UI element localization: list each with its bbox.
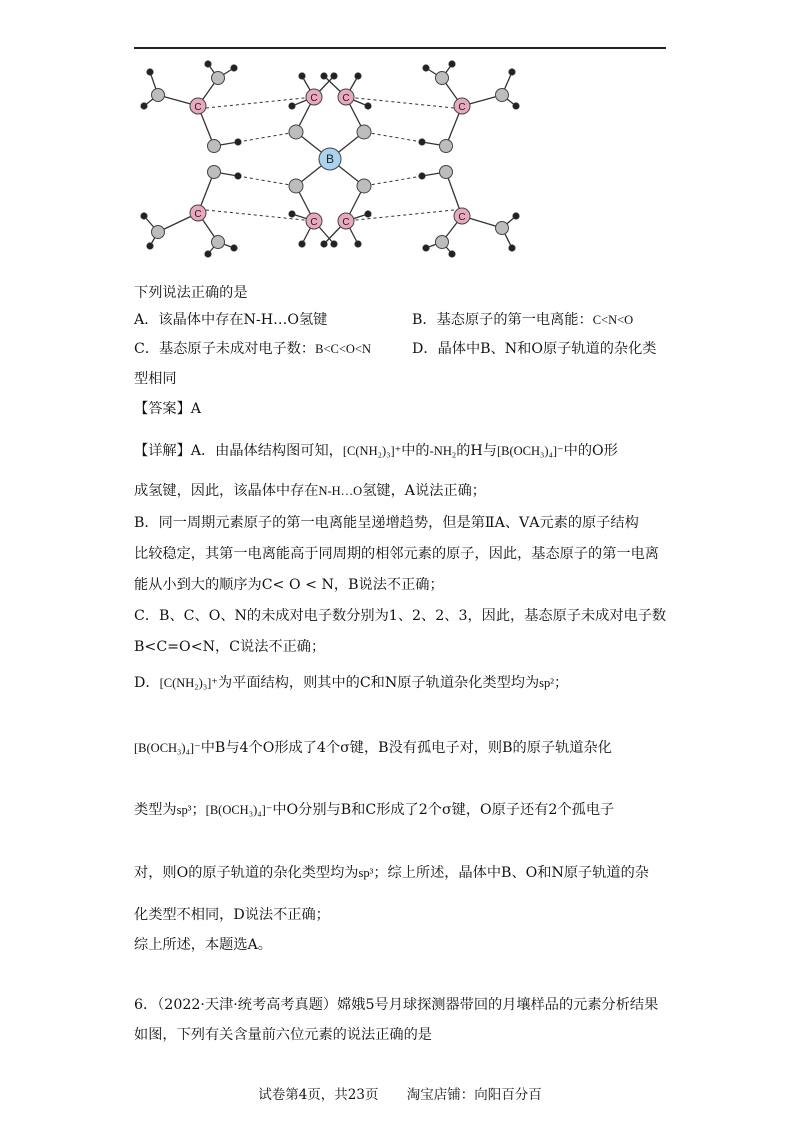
hydrogen-bond <box>346 97 454 108</box>
explanation-a-line1: 【详解】A．由晶体结构图可知，[C(NH₂)₃]⁺中的-NH₂的H与[B(OCH₃)₄]⁻中的O形 <box>134 443 618 459</box>
oxygen-atom <box>357 179 371 193</box>
explanation-b-line3: 能从小到大的顺序为C< O < N，B说法不正确； <box>134 577 444 593</box>
hydrogen-bond <box>206 97 314 108</box>
left-bottom-hydrogen-atom <box>205 251 212 258</box>
right-top-hydrogen-atom <box>419 139 426 146</box>
right-top-nitrogen-atom <box>440 140 453 153</box>
methyl-carbon-atom-label: C <box>310 217 318 228</box>
page-footer <box>0 1083 800 1103</box>
left-top-hydrogen-atom <box>141 103 148 110</box>
right-top-hydrogen-atom <box>449 61 456 68</box>
right-bottom-hydrogen-atom <box>509 245 516 252</box>
left-bottom-hydrogen-atom <box>147 243 154 250</box>
right-bottom-hydrogen-atom <box>423 245 430 252</box>
left-top-nitrogen-atom <box>212 72 225 85</box>
header-rule <box>134 47 666 49</box>
methyl-hydrogen-atom <box>299 241 306 248</box>
methyl-hydrogen-atom <box>289 103 296 110</box>
left-top-nitrogen-atom <box>208 140 221 153</box>
left-bottom-nitrogen-atom <box>212 236 225 249</box>
option-d-continued: 型相同 <box>134 371 177 387</box>
explanation-a-line2: 成氢键，因此，该晶体中存在N-H…O氢键，A说法正确； <box>134 483 486 499</box>
right-top-hydrogen-atom <box>509 69 516 76</box>
left-bottom-hydrogen-atom <box>141 213 148 220</box>
boron-atom-label: B <box>325 152 335 166</box>
hydrogen-bond <box>364 176 422 186</box>
methyl-hydrogen-atom <box>365 103 372 110</box>
methyl-hydrogen-atom <box>321 73 328 80</box>
methyl-hydrogen-atom <box>331 73 338 80</box>
explanation-d-line5: 化类型不相同，D说法不正确； <box>134 907 330 923</box>
option-a: A．该晶体中存在N-H…O氢键 <box>134 312 328 328</box>
left-bottom-nitrogen-atom <box>208 166 221 179</box>
right-bottom-hydrogen-atom <box>449 251 456 258</box>
explanation-d-line1: D．[C(NH₂)₃]⁺为平面结构，则其中的C和N原子轨道杂化类型均为sp²； <box>134 675 569 691</box>
methyl-carbon-atom-label: C <box>342 217 350 228</box>
right-top-hydrogen-atom <box>513 103 520 110</box>
question-6-line1: 6．（2022·天津·统考高考真题）嫦娥5号月球探测器带回的月壤样品的元素分析结果 <box>134 997 659 1013</box>
oxygen-atom <box>289 125 303 139</box>
question-6-line2: 如图，下列有关含量前六位元素的说法正确的是 <box>134 1027 432 1043</box>
left-top-hydrogen-atom <box>231 65 238 72</box>
explanation-summary: 综上所述，本题选A。 <box>134 937 272 953</box>
left-bottom-hydrogen-atom <box>235 173 242 180</box>
methyl-hydrogen-atom <box>355 241 362 248</box>
explanation-d-line4: 对，则O的原子轨道的杂化类型均为sp³；综上所述，晶体中B、O和N原子轨道的杂 <box>134 865 649 881</box>
shop-name: 淘宝店铺：向阳百分百 <box>406 1087 542 1103</box>
explanation-d-line3: 类型为sp³；[B(OCH₃)₄]⁻中O分别与B和C形成了2个σ键，O原子还有2个孤电子 <box>134 802 615 818</box>
option-d: D．晶体中B、N和O原子轨道的杂化类 <box>412 341 657 357</box>
question-stem: 下列说法正确的是 <box>134 285 248 301</box>
right-top-nitrogen-atom <box>496 89 509 102</box>
methyl-hydrogen-atom <box>299 73 306 80</box>
explanation-d-line2: [B(OCH₃)₄]⁻中B与4个O形成了4个σ键，B没有孤电子对，则B的原子轨道杂化 <box>134 740 612 756</box>
explanation-c-line1: C．B、C、O、N的未成对电子数分别为1、2、2、3，因此，基态原子未成对电子数 <box>134 608 667 624</box>
left-top-hydrogen-atom <box>235 139 242 146</box>
hydrogen-bond <box>364 132 422 142</box>
methyl-hydrogen-atom <box>321 241 328 248</box>
explanation-c-line2: B<C=O<N，C说法不正确； <box>134 639 326 655</box>
oxygen-atom <box>289 179 303 193</box>
right-top-hydrogen-atom <box>423 65 430 72</box>
methyl-carbon-atom-label: C <box>342 93 350 104</box>
left-bottom-carbon-atom-label: C <box>194 209 202 220</box>
answer: 【答案】A <box>134 401 201 417</box>
methyl-hydrogen-atom <box>365 211 372 218</box>
right-bottom-nitrogen-atom <box>496 222 509 235</box>
option-b: B．基态原子的第一电离能：C<N<O <box>412 312 634 328</box>
oxygen-atom <box>357 125 371 139</box>
left-bottom-nitrogen-atom <box>152 226 165 239</box>
hydrogen-bond <box>238 176 296 186</box>
right-bottom-nitrogen-atom <box>436 236 449 249</box>
methyl-hydrogen-atom <box>289 211 296 218</box>
left-top-hydrogen-atom <box>205 61 212 68</box>
option-c: C．基态原子未成对电子数：B<C<O<N <box>134 341 371 357</box>
left-top-hydrogen-atom <box>147 69 154 76</box>
right-bottom-hydrogen-atom <box>419 173 426 180</box>
left-top-carbon-atom-label: C <box>194 102 202 113</box>
hydrogen-bond <box>238 132 296 142</box>
crystal-structure-diagram <box>134 58 674 268</box>
right-bottom-nitrogen-atom <box>440 166 453 179</box>
left-top-nitrogen-atom <box>152 89 165 102</box>
right-bottom-carbon-atom-label: C <box>458 212 466 223</box>
methyl-hydrogen-atom <box>355 73 362 80</box>
right-bottom-hydrogen-atom <box>513 213 520 220</box>
methyl-hydrogen-atom <box>331 241 338 248</box>
explanation-b-line1: B．同一周期元素原子的第一电离能呈递增趋势，但是第ⅡA、ⅤA元素的原子结构 <box>134 515 639 531</box>
methyl-carbon-atom-label: C <box>310 93 318 104</box>
right-top-carbon-atom-label: C <box>458 102 466 113</box>
explanation-b-line2: 比较稳定，其第一电离能高于同周期的相邻元素的原子，因此，基态原子的第一电离 <box>134 546 659 562</box>
page-number: 试卷第4页，共23页 <box>258 1087 379 1103</box>
left-bottom-hydrogen-atom <box>231 245 238 252</box>
right-top-nitrogen-atom <box>436 72 449 85</box>
